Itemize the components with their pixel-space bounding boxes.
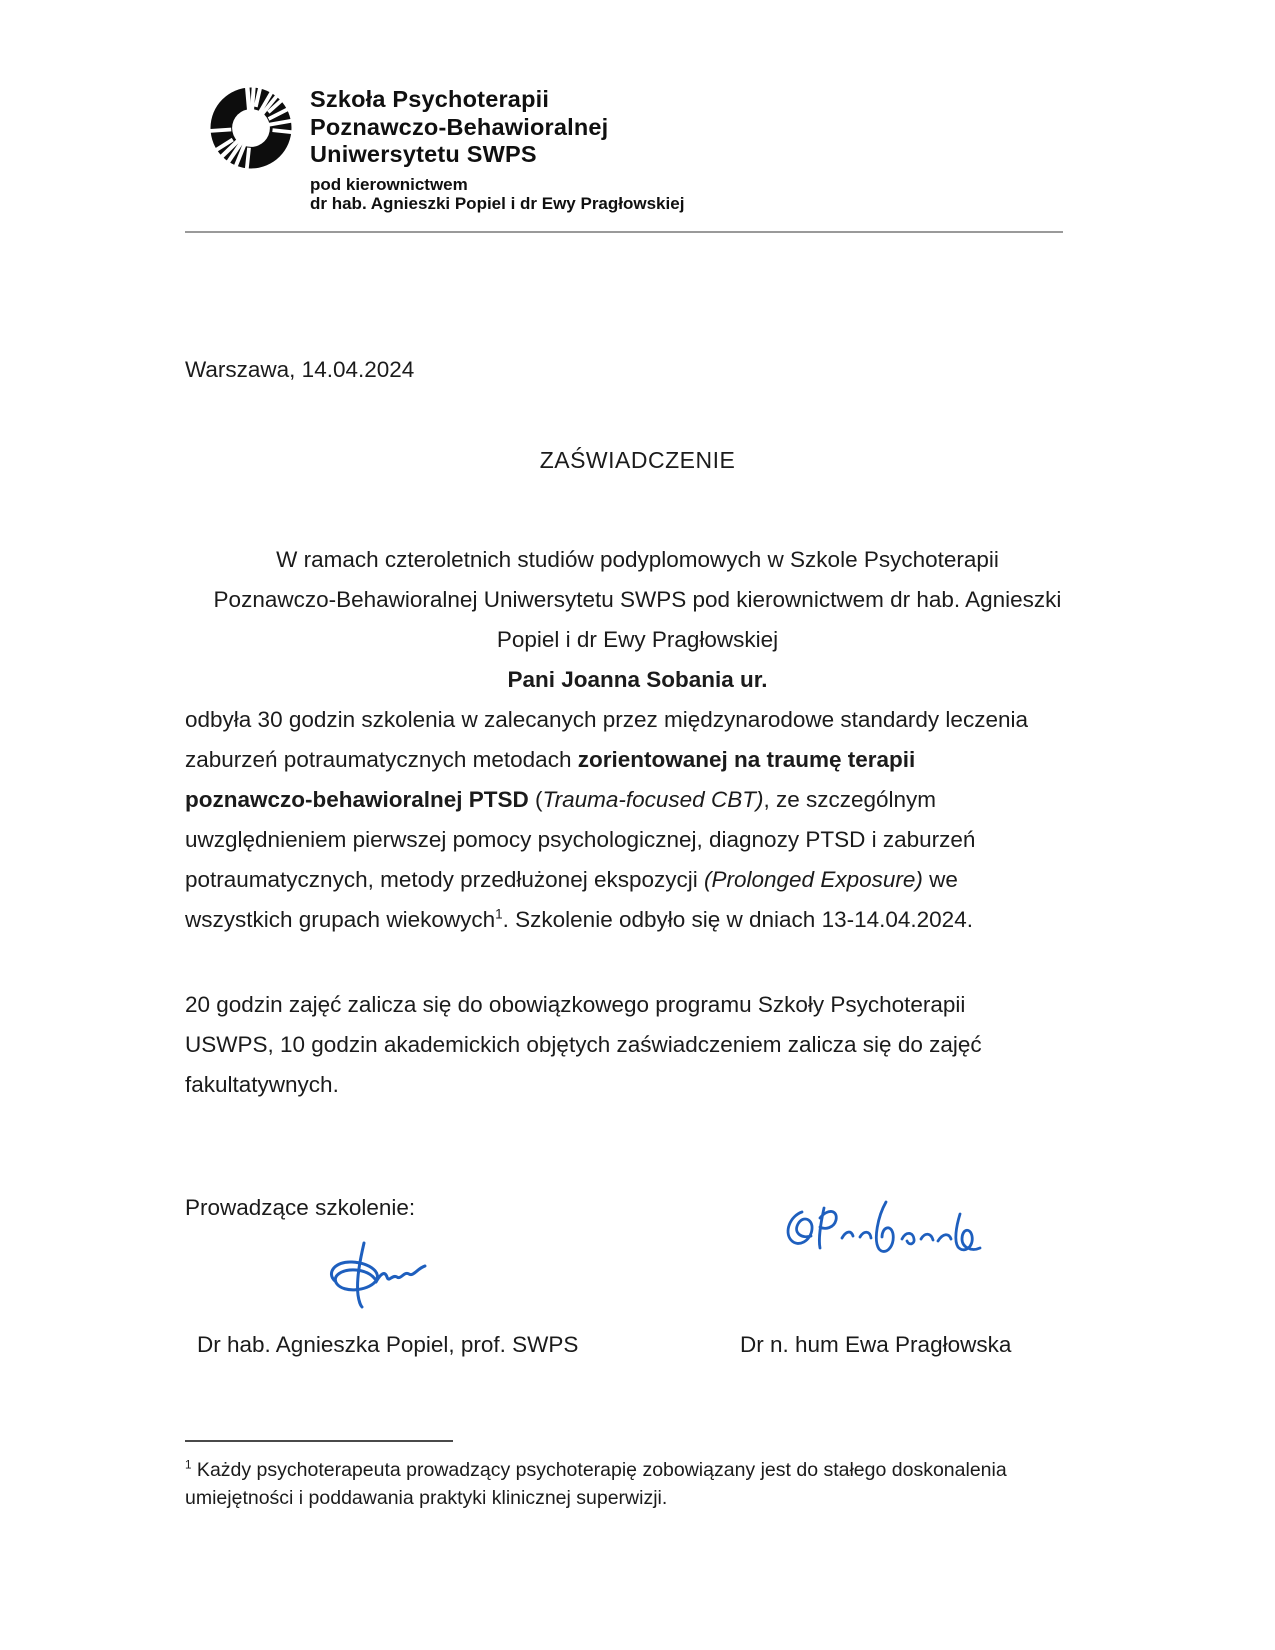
letterhead-text bbox=[310, 80, 684, 214]
text-line: potraumatycznych, metody przedłużonej ekspozycji (Prolonged Exposure) we bbox=[185, 867, 958, 892]
text-line: 20 godzin zajęć zalicza się do obowiązkowego programu Szkoły Psychoterapii bbox=[185, 992, 966, 1017]
text-line: Poznawczo-Behawioralnej Uniwersytetu SWPS pod kierownictwem dr hab. Agnieszki bbox=[213, 587, 1062, 612]
popiel-signature bbox=[320, 1240, 438, 1310]
swps-sunburst-logo-icon bbox=[206, 83, 296, 173]
text-line: umiejętności i poddawania praktyki klinicznej superwizji. bbox=[185, 1487, 668, 1509]
praglowska-signature bbox=[778, 1196, 983, 1260]
body-paragraph-1 bbox=[185, 540, 1090, 940]
text-line: fakultatywnych. bbox=[185, 1072, 339, 1097]
document-title: ZAŚWIADCZENIE bbox=[539, 447, 736, 473]
text-line: odbyła 30 godzin szkolenia w zalecanych przez międzynarodowe standardy leczenia bbox=[185, 707, 1028, 732]
body-paragraph-2 bbox=[185, 985, 1090, 1105]
letterhead-sub-2: dr hab. Agnieszki Popiel i dr Ewy Pragłowskiej bbox=[310, 194, 685, 213]
letterhead-line-1: Szkoła Psychoterapii bbox=[310, 86, 550, 112]
trainers-label: Prowadzące szkolenie: bbox=[185, 1195, 416, 1220]
text-line: $^1$ Każdy psychoterapeuta prowadzący psychoterapię zobowiązany jest do stałego doskonalenia bbox=[185, 1458, 1007, 1481]
letterhead-sub-1: pod kierownictwem bbox=[310, 174, 468, 194]
letterhead bbox=[206, 80, 684, 214]
footnote-divider bbox=[185, 1440, 453, 1442]
header-divider bbox=[185, 231, 1063, 233]
text-line: uwzględnieniem pierwszej pomocy psychologicznej, diagnozy PTSD i zaburzeń bbox=[185, 827, 976, 852]
text-line: USWPS, 10 godzin akademickich objętych zaświadczeniem zalicza się do zajęć bbox=[185, 1032, 982, 1057]
text-line: wszystkich grupach wiekowych$^1$. Szkolenie odbyło się w dniach 13-14.04.2024. bbox=[185, 906, 973, 932]
text-line: W ramach czteroletnich studiów podyplomowych w Szkole Psychoterapii bbox=[276, 547, 999, 572]
text-line: zaburzeń potraumatycznych metodach zorientowanej na traumę terapii bbox=[185, 747, 916, 772]
text-line: Popiel i dr Ewy Pragłowskiej bbox=[496, 627, 779, 652]
text-line: Pani Joanna Sobania ur. bbox=[507, 667, 768, 692]
letterhead-line-2: Poznawczo-Behawioralnej bbox=[310, 113, 609, 140]
footnote bbox=[185, 1456, 1090, 1512]
text-line: poznawczo-behawioralnej PTSD (Trauma-focused CBT), ze szczególnym bbox=[185, 787, 937, 812]
place-and-date: Warszawa, 14.04.2024 bbox=[185, 357, 415, 382]
letterhead-line-3: Uniwersytetu SWPS bbox=[310, 141, 537, 167]
left-signer-name: Dr hab. Agnieszka Popiel, prof. SWPS bbox=[197, 1332, 579, 1357]
right-signer-name: Dr n. hum Ewa Pragłowska bbox=[740, 1332, 1012, 1357]
